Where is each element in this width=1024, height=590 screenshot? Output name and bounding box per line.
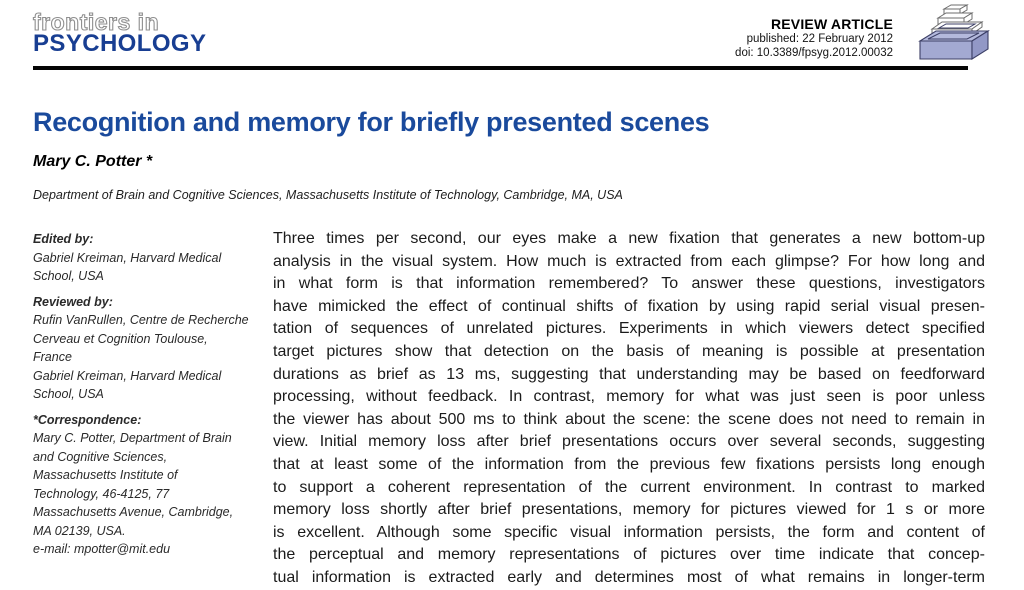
abstract-line: in what form is that information remembered? To answer these questions, investigators	[273, 275, 985, 293]
edited-by-block	[33, 249, 265, 286]
reviewed-by-line: Cerveau et Cognition Toulouse,	[33, 331, 208, 346]
article-author: Mary C. Potter *	[33, 153, 153, 170]
doi-text: doi: 10.3389/fpsyg.2012.00032	[735, 46, 893, 59]
reviewed-by-line: School, USA	[33, 387, 104, 401]
abstract-line: that at least some of the information from the previous few fixations persists long enough	[273, 455, 985, 473]
stacked-books-icon	[910, 4, 1006, 62]
published-date: published: 22 February 2012	[746, 33, 893, 45]
abstract-line: have mimicked the effect of continual shifts of fixation by using rapid serial visual presen-	[273, 297, 985, 315]
correspondence-line: and Cognitive Sciences,	[33, 449, 168, 464]
abstract-line: the viewer has about 500 ms to think about the scene: the scene does not need to remain in	[273, 410, 985, 428]
abstract-line: durations as brief as 13 ms, suggesting that understanding may be based on feedforward	[273, 365, 985, 383]
abstract-line: target pictures show that detection on the basis of meaning is possible at presentation	[273, 342, 985, 360]
abstract-line: Three times per second, our eyes make a new fixation that generates a new bottom-up	[273, 230, 985, 247]
page-title: Recognition and memory for briefly presented scenes	[33, 107, 710, 138]
reviewed-by-line: France	[33, 350, 72, 364]
abstract-line: memory loss shortly after brief presentations, memory for pictures viewed for 1 s or more	[273, 501, 985, 519]
abstract-line: tation of sequences of unrelated pictures. Experiments in which viewers detect specified	[273, 320, 985, 338]
header-divider	[33, 66, 968, 70]
abstract-line: to support a coherent representation of the current environment. In contrast to marked	[273, 478, 985, 496]
edited-by-heading: Edited by:	[33, 232, 94, 246]
abstract-line: tual information is extracted early and determines most of what remains in longer-term	[273, 568, 985, 586]
abstract-line: the perceptual and memory representations of pictures over time indicate that concep-	[273, 546, 985, 564]
frontiers-logo-line1: frontiers in	[33, 9, 160, 35]
reviewed-by-heading: Reviewed by:	[33, 294, 113, 309]
header-meta-block	[735, 15, 893, 60]
article-meta-sidebar	[33, 230, 265, 559]
frontiers-logo-line2: PSYCHOLOGY	[33, 30, 207, 57]
correspondence-line: MA 02139, USA.	[33, 523, 126, 538]
correspondence-line: Mary C. Potter, Department of Brain	[33, 431, 232, 445]
edited-by-line: Gabriel Kreiman, Harvard Medical	[33, 250, 222, 265]
correspondence-line: Technology, 46-4125, 77	[33, 486, 170, 501]
abstract-text	[273, 228, 985, 590]
correspondence-line: Massachusetts Institute of	[33, 468, 178, 482]
reviewed-by-line: Rufin VanRullen, Centre de Recherche	[33, 313, 249, 327]
reviewed-by-line: Gabriel Kreiman, Harvard Medical	[33, 368, 222, 383]
correspondence-line: Massachusetts Avenue, Cambridge,	[33, 505, 234, 519]
article-affiliation: Department of Brain and Cognitive Sciences, Massachusetts Institute of Technology, Cambridge, MA, USA	[33, 188, 623, 202]
correspondence-email: e-mail: mpotter@mit.edu	[33, 542, 171, 556]
correspondence-heading: *Correspondence:	[33, 412, 142, 427]
reviewed-by-block	[33, 311, 265, 404]
edited-by-line: School, USA	[33, 269, 104, 283]
abstract-line: analysis in the visual system. How much is extracted from each glimpse? For how long and	[273, 252, 985, 270]
abstract-line: processing, without feedback. In contrast, memory for what was just seen is poor unless	[273, 388, 985, 406]
correspondence-block	[33, 429, 265, 540]
abstract-line: view. Initial memory loss after brief presentations occurs over several seconds, suggesting	[273, 433, 985, 451]
frontiers-logo	[33, 10, 206, 56]
abstract-line: is excellent. Although some specific visual information persists, the form and content of	[273, 523, 985, 541]
article-type-label: REVIEW ARTICLE	[770, 16, 893, 32]
